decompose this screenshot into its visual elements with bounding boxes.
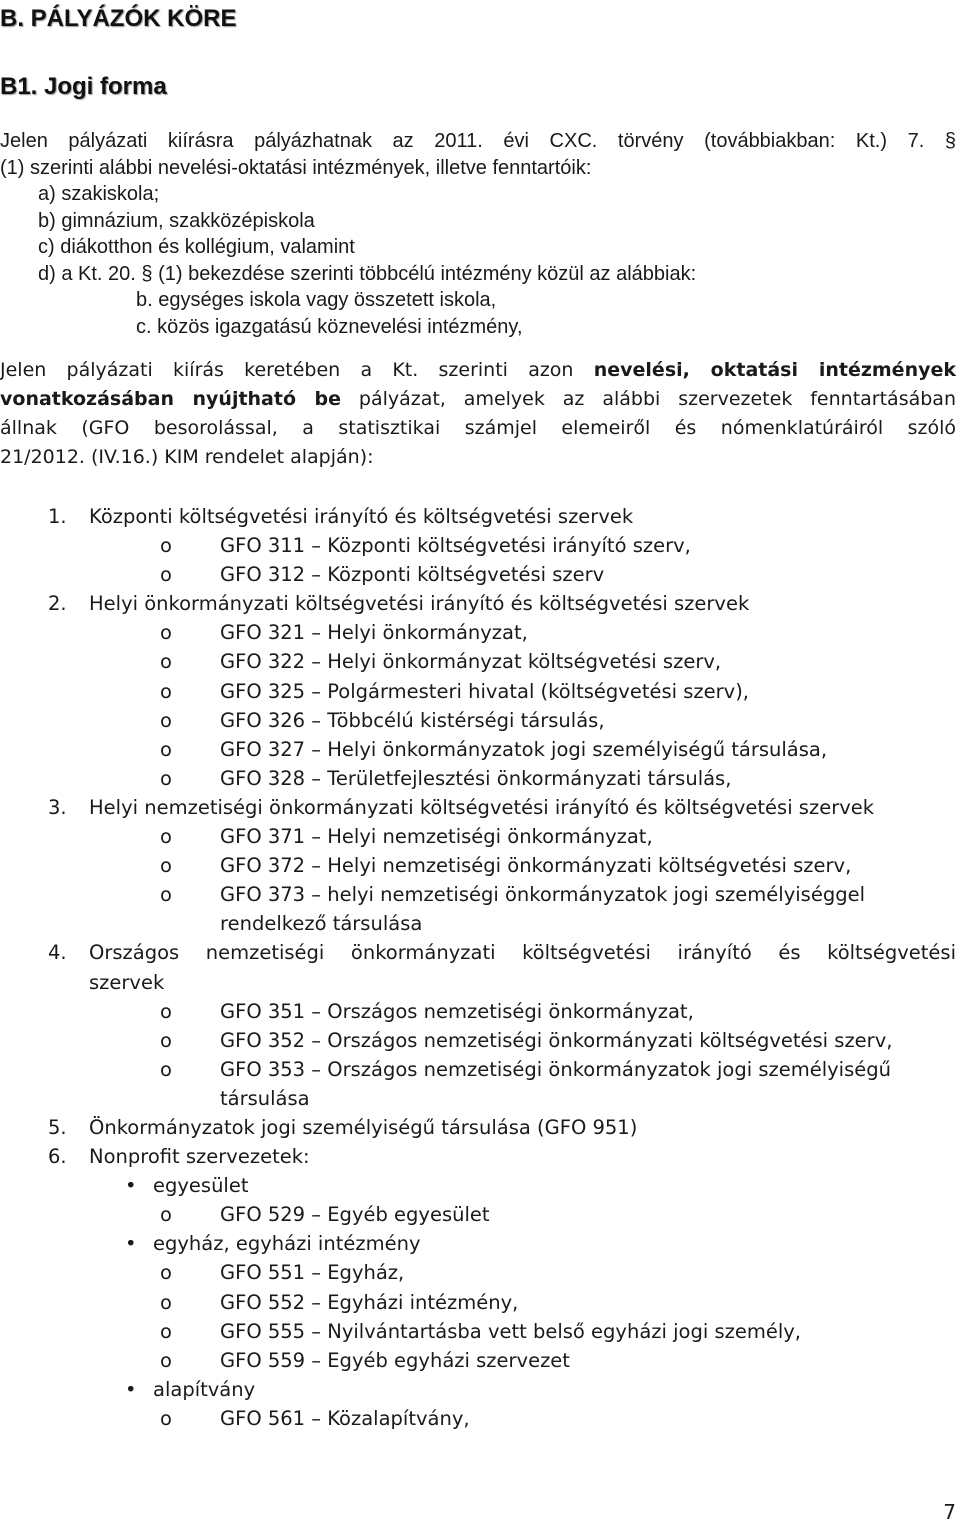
gfo-item — [0, 1026, 956, 1055]
circle-bullet-icon: o — [160, 650, 172, 674]
circle-bullet-icon: o — [160, 621, 172, 645]
eligibility-line: állnak (GFO besorolással, a statisztikai számjel elemeiről és nómenklatúráiról szóló — [0, 417, 956, 439]
eligibility-line — [0, 385, 956, 414]
numbered-item-continuation — [0, 968, 956, 997]
gfo-text: GFO 327 – Helyi önkormányzatok jogi személyiségű társulása, — [220, 737, 828, 761]
gfo-item — [0, 997, 956, 1026]
intro-item: b) gimnázium, szakközépiskola — [38, 209, 315, 232]
gfo-text: GFO 529 – Egyéb egyesület — [220, 1203, 490, 1227]
item-text: szervek — [89, 970, 165, 994]
circle-bullet-icon: o — [160, 1406, 172, 1430]
section-heading: B. PÁLYÁZÓK KÖRE — [0, 5, 237, 32]
gfo-text: GFO 552 – Egyházi intézmény, — [220, 1290, 519, 1314]
circle-bullet-icon: o — [160, 1290, 172, 1314]
gfo-item — [0, 677, 956, 706]
circle-bullet-icon: o — [160, 999, 172, 1023]
gfo-item — [0, 1200, 956, 1229]
gfo-item — [0, 1258, 956, 1287]
gfo-text: GFO 326 – Többcélú kistérségi társulás, — [220, 708, 605, 732]
gfo-item — [0, 822, 956, 851]
bullet-text: egyház, egyházi intézmény — [153, 1232, 421, 1256]
gfo-text: GFO 372 – Helyi nemzetiségi önkormányzati költségvetési szerv, — [220, 854, 852, 878]
gfo-item — [0, 560, 956, 589]
intro-item: a) szakiskola; — [38, 183, 160, 205]
circle-bullet-icon: o — [160, 679, 172, 703]
numbered-item — [0, 1113, 956, 1142]
item-number: 5. — [48, 1115, 67, 1139]
gfo-item — [0, 735, 956, 764]
circle-bullet-icon: o — [160, 534, 172, 558]
gfo-item-continuation — [0, 909, 956, 938]
item-text: Önkormányzatok jogi személyiségű társulása (GFO 951) — [89, 1115, 638, 1139]
item-text: Központi költségvetési irányító és költségvetési szervek — [89, 505, 634, 528]
intro-subitem: c. közös igazgatású köznevelési intézmény, — [136, 315, 523, 338]
gfo-item — [0, 618, 956, 647]
circle-bullet-icon: o — [160, 737, 172, 761]
bullet-item — [0, 1375, 956, 1404]
gfo-item — [0, 1055, 956, 1084]
circle-bullet-icon: o — [160, 1261, 172, 1285]
gfo-item — [0, 706, 956, 735]
item-number: 3. — [48, 795, 67, 819]
circle-bullet-icon: o — [160, 563, 172, 587]
page-number: 7 — [943, 1500, 956, 1524]
numbered-item — [0, 502, 956, 531]
intro-item: d) a Kt. 20. § (1) bekezdése szerinti többcélú intézmény közül az alábbiak: — [38, 262, 697, 285]
gfo-item — [0, 851, 956, 880]
numbered-item — [0, 1142, 956, 1171]
circle-bullet-icon: o — [160, 1348, 172, 1372]
intro-paragraph — [0, 128, 956, 340]
circle-bullet-icon: o — [160, 854, 172, 878]
gfo-text: GFO 351 – Országos nemzetiségi önkormányzat, — [220, 999, 694, 1023]
item-number: 4. — [48, 941, 67, 965]
circle-bullet-icon: o — [160, 766, 172, 790]
gfo-text: GFO 322 – Helyi önkormányzat költségvetési szerv, — [220, 650, 722, 674]
organization-list — [0, 502, 956, 1433]
item-number: 6. — [48, 1145, 67, 1169]
numbered-item — [0, 589, 956, 618]
gfo-text: GFO 352 – Országos nemzetiségi önkormányzati költségvetési szerv, — [220, 1028, 893, 1052]
gfo-text: GFO 328 – Területfejlesztési önkormányzati társulás, — [220, 766, 732, 790]
gfo-item — [0, 531, 956, 560]
item-text: Helyi önkormányzati költségvetési irányító és költségvetési szervek — [89, 592, 750, 616]
gfo-item — [0, 1346, 956, 1375]
bullet-icon: • — [125, 1232, 137, 1256]
gfo-text: GFO 561 – Közalapítvány, — [220, 1406, 470, 1430]
intro-subitem: b. egységes iskola vagy összetett iskola, — [136, 289, 497, 311]
circle-bullet-icon: o — [160, 1203, 172, 1227]
gfo-text: GFO 311 – Központi költségvetési irányító szerv, — [220, 534, 691, 558]
bullet-icon: • — [125, 1174, 137, 1198]
eligibility-emphasis: vonatkozásában nyújtható be — [0, 388, 341, 410]
numbered-item — [0, 793, 956, 822]
gfo-item — [0, 764, 956, 793]
item-text: Helyi nemzetiségi önkormányzati költségvetési irányító és költségvetési szervek — [89, 795, 875, 819]
gfo-text: GFO 555 – Nyilvántartásba vett belső egyházi jogi személy, — [220, 1319, 802, 1343]
numbered-item — [0, 938, 956, 967]
gfo-item — [0, 880, 956, 909]
gfo-text: GFO 371 – Helyi nemzetiségi önkormányzat, — [220, 825, 653, 849]
bullet-icon: • — [125, 1377, 137, 1401]
bullet-item — [0, 1171, 956, 1200]
item-number: 1. — [48, 505, 67, 528]
item-text: Nonprofit szervezetek: — [89, 1145, 310, 1169]
gfo-item-continuation — [0, 1084, 956, 1113]
bullet-item — [0, 1229, 956, 1258]
eligibility-text: Jelen pályázati kiírás keretében a Kt. szerinti azon — [0, 359, 594, 381]
intro-item: c) diákotthon és kollégium, valamint — [38, 236, 355, 258]
gfo-text: társulása — [220, 1086, 310, 1110]
eligibility-line: 21/2012. (IV.16.) KIM rendelet alapján): — [0, 446, 374, 468]
gfo-text: GFO 312 – Központi költségvetési szerv — [220, 563, 605, 587]
gfo-item — [0, 1317, 956, 1346]
eligibility-line — [0, 356, 956, 385]
circle-bullet-icon: o — [160, 883, 172, 907]
gfo-text: GFO 321 – Helyi önkormányzat, — [220, 621, 528, 645]
circle-bullet-icon: o — [160, 1028, 172, 1052]
gfo-text: GFO 373 – helyi nemzetiségi önkormányzatok jogi személyiséggel — [220, 883, 865, 907]
eligibility-paragraph — [0, 356, 956, 472]
eligibility-text: pályázat, amelyek az alábbi szervezetek fenntartásában — [341, 388, 956, 410]
gfo-item — [0, 647, 956, 676]
circle-bullet-icon: o — [160, 1319, 172, 1343]
intro-line: Jelen pályázati kiírásra pályázhatnak az 2011. évi CXC. törvény (továbbiakban: Kt.) 7. § — [0, 130, 956, 152]
item-number: 2. — [48, 592, 67, 616]
gfo-text: GFO 325 – Polgármesteri hivatal (költségvetési szerv), — [220, 679, 750, 703]
circle-bullet-icon: o — [160, 708, 172, 732]
bullet-text: egyesület — [153, 1174, 249, 1198]
gfo-text: GFO 353 – Országos nemzetiségi önkormányzatok jogi személyiségű — [220, 1057, 891, 1081]
intro-line: (1) szerinti alábbi nevelési-oktatási intézmények, illetve fenntartóik: — [0, 156, 592, 179]
circle-bullet-icon: o — [160, 1057, 172, 1081]
item-text: Országos nemzetiségi önkormányzati költségvetési irányító és költségvetési — [89, 941, 956, 965]
subsection-heading: B1. Jogi forma — [0, 73, 167, 100]
gfo-item — [0, 1288, 956, 1317]
gfo-item — [0, 1404, 956, 1433]
gfo-text: GFO 559 – Egyéb egyházi szervezet — [220, 1348, 570, 1372]
eligibility-emphasis: nevelési, oktatási intézmények — [593, 359, 957, 381]
circle-bullet-icon: o — [160, 825, 172, 849]
bullet-text: alapítvány — [153, 1377, 256, 1401]
gfo-text: GFO 551 – Egyház, — [220, 1261, 405, 1285]
gfo-text: rendelkező társulása — [220, 912, 423, 936]
